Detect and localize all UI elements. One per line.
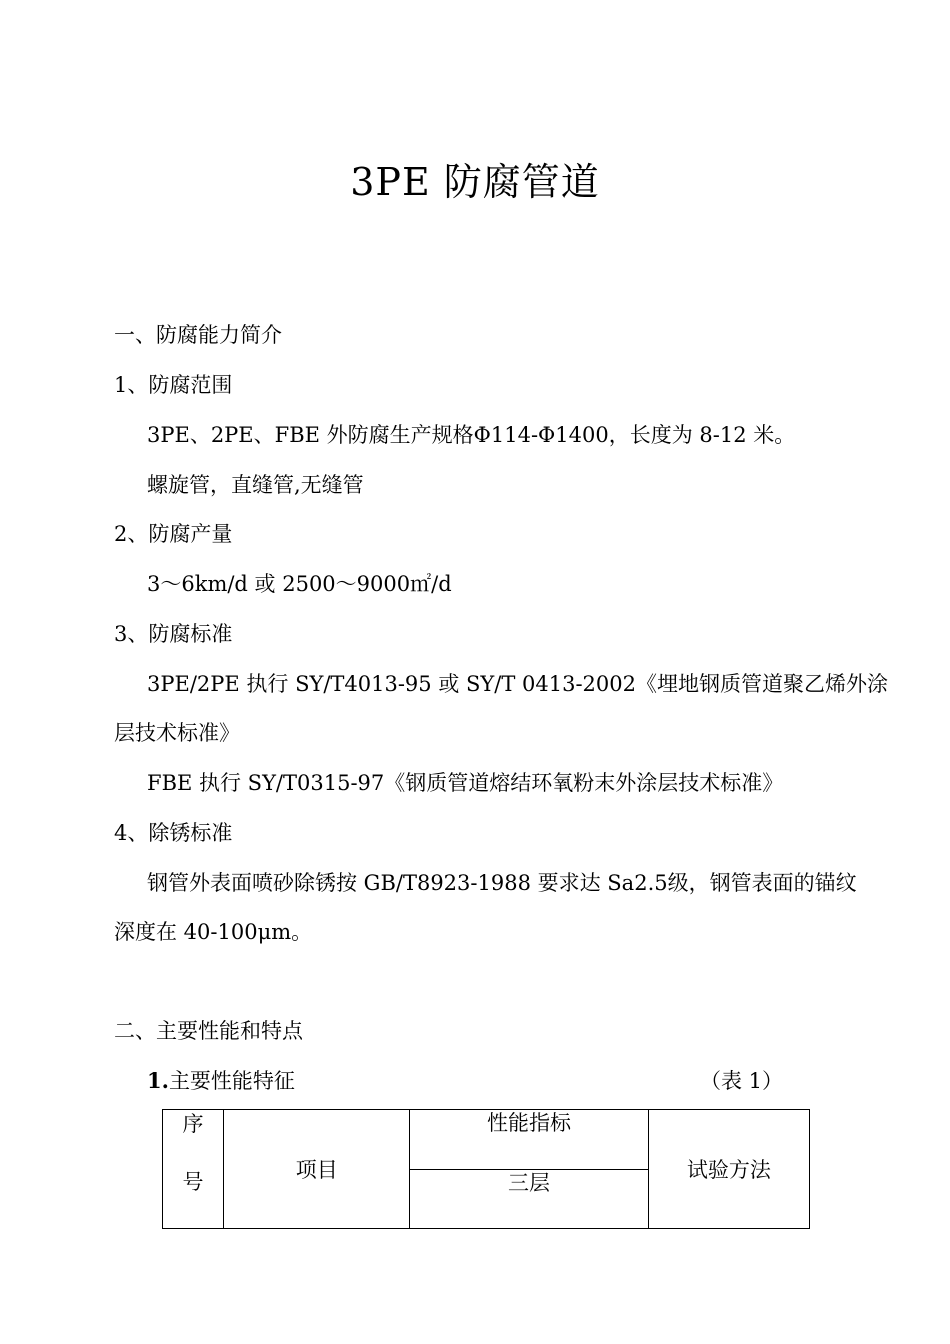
header-item: 项目 bbox=[224, 1110, 410, 1229]
paragraph-standard-fbe: FBE 执行 SY/T0315-97《钢质管道熔结环氧粉末外涂层技术标准》 bbox=[147, 771, 784, 795]
paragraph-derust: 钢管外表面喷砂除锈按 GB/T8923-1988 要求达 Sa2.5级，钢管表面的锚纹 bbox=[147, 871, 857, 895]
paragraph-scope-spec: 3PE、2PE、FBE 外防腐生产规格Φ114-Φ1400，长度为 8-12 米。 bbox=[147, 423, 796, 447]
header-no bbox=[163, 1110, 224, 1229]
paragraph-standard-3pe-cont: 层技术标准》 bbox=[114, 721, 240, 745]
subsection-heading bbox=[147, 1066, 295, 1096]
subheading-scope: 1、防腐范围 bbox=[114, 373, 233, 397]
header-test-method: 试验方法 bbox=[648, 1110, 809, 1229]
header-no-line1: 序 bbox=[182, 1112, 204, 1136]
paragraph-standard-3pe: 3PE/2PE 执行 SY/T4013-95 或 SY/T 0413-2002《埋地钢质管道聚乙烯外涂 bbox=[147, 672, 888, 696]
paragraph-pipe-types: 螺旋管，直缝管,无缝管 bbox=[147, 473, 364, 497]
table-reference: （表 1） bbox=[700, 1069, 784, 1093]
subheading-output: 2、防腐产量 bbox=[114, 522, 233, 546]
paragraph-output: 3～6km/d 或 2500～9000㎡/d bbox=[147, 572, 452, 596]
subheading-derust: 4、除锈标准 bbox=[114, 821, 233, 845]
subsection-label: 主要性能特征 bbox=[168, 1069, 295, 1093]
subheading-standard: 3、防腐标准 bbox=[114, 622, 233, 646]
header-three-layer: 三层 bbox=[410, 1169, 648, 1229]
paragraph-derust-cont: 深度在 40-100μm。 bbox=[114, 920, 313, 944]
section-heading-2: 二、主要性能和特点 bbox=[114, 1019, 303, 1043]
header-no-line2: 号 bbox=[182, 1170, 204, 1194]
header-performance: 性能指标 bbox=[410, 1110, 648, 1170]
section-heading-1: 一、防腐能力简介 bbox=[114, 323, 282, 347]
performance-table bbox=[162, 1109, 810, 1229]
page-title: 3PE 防腐管道 bbox=[350, 160, 600, 204]
subsection-number: 1. bbox=[147, 1068, 169, 1093]
